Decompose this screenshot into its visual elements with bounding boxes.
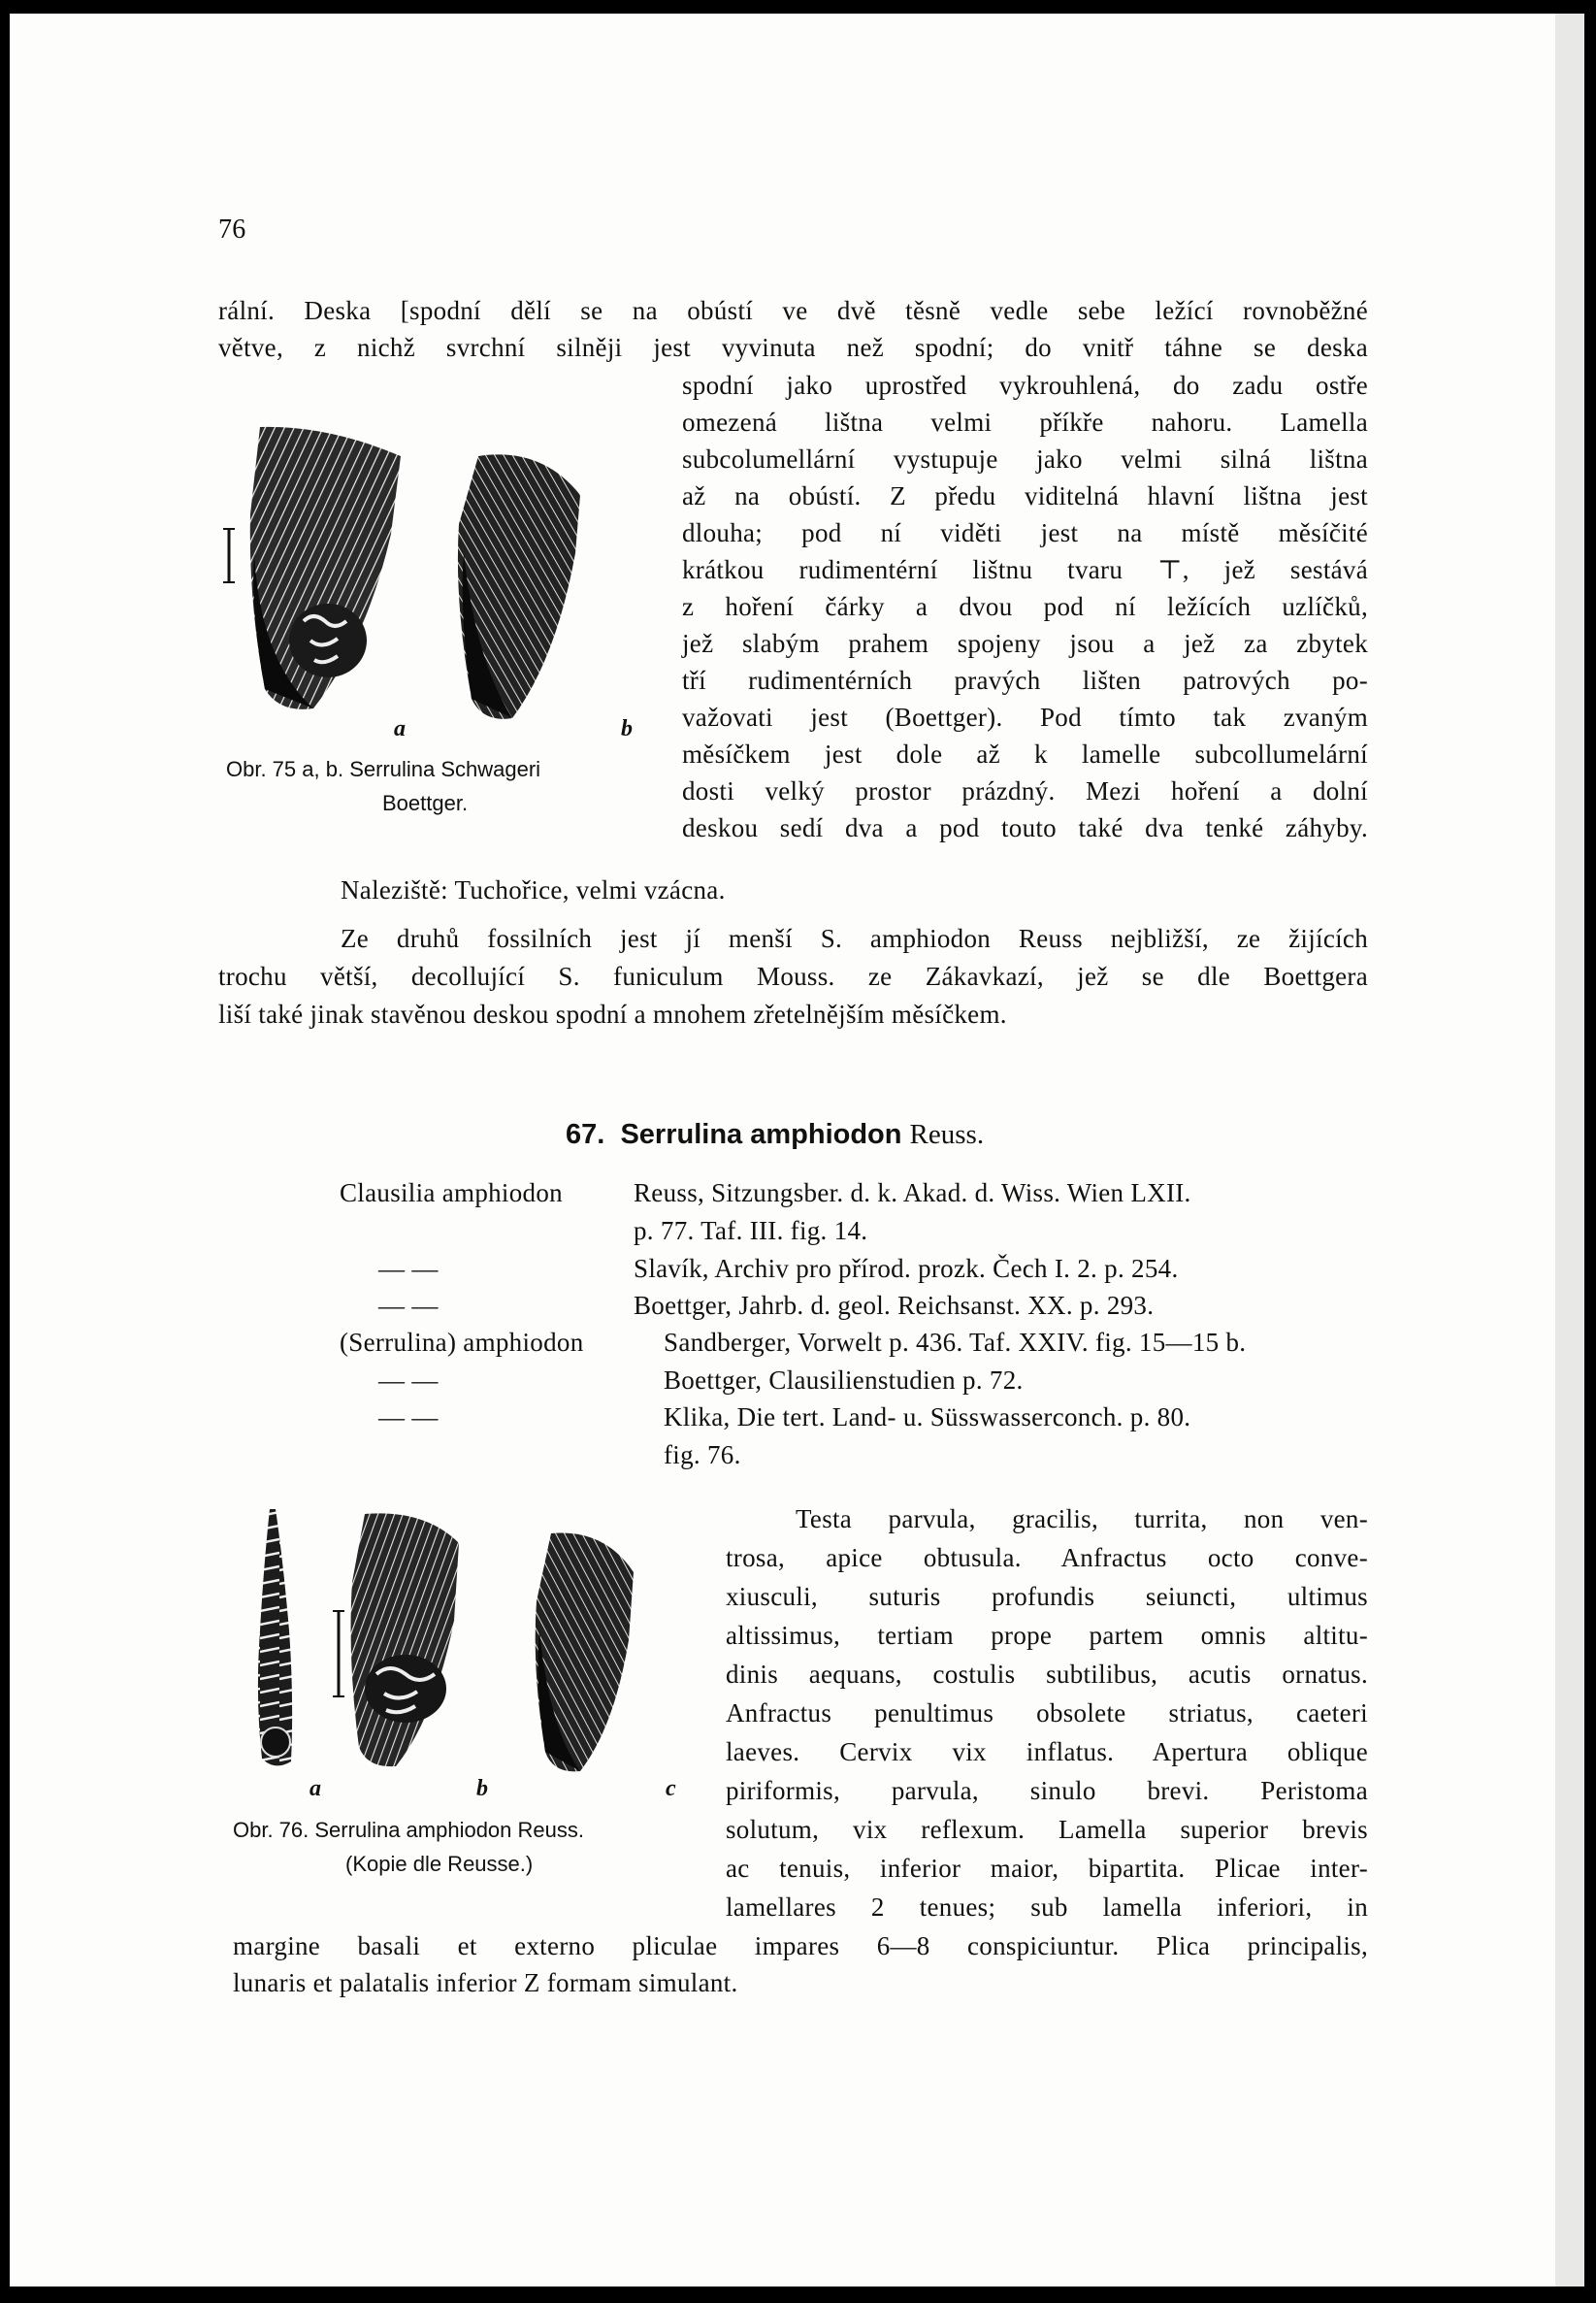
fig76-caption-note: (Kopie dle Reusse.): [345, 1852, 534, 1876]
para1-line: až na obústí. Z předu viditelná hlavní lištna jest: [682, 481, 1368, 510]
synonymy-left: — —: [378, 1402, 439, 1431]
fig75-label-b: b: [621, 716, 633, 741]
synonymy-left: Clausilia amphiodon: [340, 1178, 563, 1207]
shell-illustration-75: [221, 417, 648, 767]
synonymy-left: — —: [378, 1254, 439, 1283]
figure-76: [241, 1504, 697, 1795]
locality: Naleziště: Tuchořice, velmi vzácna.: [341, 875, 726, 905]
para2-line: liší také jinak stavěnou deskou spodní a mnohem zřetelnějším měsíčkem.: [218, 1000, 1007, 1029]
fig76-label-c: c: [666, 1776, 676, 1801]
para1-line: deskou sedí dva a pod touto také dva tenké záhyby.: [682, 813, 1368, 842]
shell-illustration-76: [241, 1504, 697, 1795]
latin-line: Anfractus penultimus obsolete striatus, caeteri: [726, 1698, 1368, 1727]
page-edge: [1555, 14, 1584, 2287]
synonymy-right: p. 77. Taf. III. fig. 14.: [634, 1216, 868, 1245]
latin-line: Testa parvula, gracilis, turrita, non ven-: [796, 1504, 1368, 1533]
para1-line: jež slabým prahem spojeny jsou a jež za zbytek: [682, 629, 1368, 658]
para1-line: z hoření čárky a dvou pod ní ležících uzlíčků,: [682, 592, 1368, 621]
para1-line: spodní jako uprostřed vykrouhlená, do zadu ostře: [682, 371, 1368, 400]
para1-line: krátkou rudimentérní lištnu tvaru ⊤, jež sestává: [682, 555, 1368, 584]
synonymy-left: — —: [378, 1365, 439, 1395]
latin-line: altissimus, tertiam prope partem omnis altitu-: [726, 1621, 1368, 1650]
synonymy-right: Klika, Die tert. Land- u. Süsswasserconch. p. 80.: [664, 1402, 1191, 1431]
latin-line: margine basali et externo pliculae impares 6—8 conspiciuntur. Plica principalis,: [233, 1931, 1368, 1960]
fig75-caption: Obr. 75 a, b. Serrulina Schwageri: [226, 757, 541, 781]
latin-line: lamellares 2 tenues; sub lamella inferiori, in: [726, 1892, 1368, 1922]
latin-line: piriformis, parvula, sinulo brevi. Peristoma: [726, 1776, 1368, 1805]
para2-line: Ze druhů fossilních jest jí menší S. amphiodon Reuss nejbližší, ze žijících: [341, 924, 1368, 953]
latin-line: solutum, vix reflexum. Lamella superior brevis: [726, 1815, 1368, 1844]
section-heading: [566, 1119, 984, 1151]
para1-line: važovati jest (Boettger). Pod tímto tak zvaným: [682, 703, 1368, 732]
para1-line: větve, z nichž svrchní silněji jest vyvinuta než spodní; do vnitř táhne se deska: [218, 333, 1368, 362]
latin-line: dinis aequans, costulis subtilibus, acutis ornatus.: [726, 1660, 1368, 1689]
page-number: 76: [218, 214, 246, 245]
para2-line: trochu větší, decollující S. funiculum Mouss. ze Zákavkazí, jež se dle Boettgera: [218, 962, 1368, 991]
para1-line: subcolumellární vystupuje jako velmi silná lištna: [682, 444, 1368, 474]
synonymy-right: fig. 76.: [664, 1440, 741, 1469]
fig76-label-b: b: [476, 1776, 488, 1801]
latin-line: xiusculi, suturis profundis seiuncti, ultimus: [726, 1582, 1368, 1611]
synonymy-right: Boettger, Jahrb. d. geol. Reichsanst. XX. p. 293.: [634, 1291, 1155, 1320]
section-author: Reuss.: [909, 1119, 985, 1150]
synonymy-right: Sandberger, Vorwelt p. 436. Taf. XXIV. fig. 15—15 b.: [664, 1328, 1247, 1357]
synonymy-right: Reuss, Sitzungsber. d. k. Akad. d. Wiss. Wien LXII.: [634, 1178, 1191, 1207]
section-title: Serrulina amphiodon: [620, 1119, 902, 1150]
synonymy-right: Slavík, Archiv pro přírod. prozk. Čech I. 2. p. 254.: [634, 1254, 1179, 1283]
fig75-label-a: a: [394, 716, 406, 741]
fig76-label-a: a: [309, 1776, 321, 1801]
fig76-caption: Obr. 76. Serrulina amphiodon Reuss.: [233, 1818, 584, 1842]
para1-line: tří rudimentérních pravých lišten patrových po-: [682, 666, 1368, 695]
para1-line: dosti velký prostor prázdný. Mezi hoření a dolní: [682, 776, 1368, 806]
latin-line: ac tenuis, inferior maior, bipartita. Plicae inter-: [726, 1854, 1368, 1883]
para1-line: měsíčkem jest dole až k lamelle subcollumelární: [682, 740, 1368, 769]
para1-line: omezená lištna velmi příkře nahoru. Lamella: [682, 408, 1368, 437]
synonymy-left: (Serrulina) amphiodon: [340, 1328, 584, 1357]
figure-75: [221, 417, 648, 767]
synonymy-left: — —: [378, 1291, 439, 1320]
fig75-caption-author: Boettger.: [382, 791, 469, 815]
para1-line: rální. Deska [spodní dělí se na obústí ve dvě těsně vedle sebe ležící rovnoběžné: [218, 296, 1368, 325]
latin-line: laeves. Cervix vix inflatus. Apertura oblique: [726, 1737, 1368, 1766]
synonymy-right: Boettger, Clausilienstudien p. 72.: [664, 1365, 1024, 1395]
latin-line: trosa, apice obtusula. Anfractus octo conve-: [726, 1543, 1368, 1572]
section-number: 67.: [566, 1119, 605, 1150]
para1-line: dlouha; pod ní viděti jest na místě měsíčité: [682, 518, 1368, 547]
latin-line: lunaris et palatalis inferior Z formam simulant.: [233, 1968, 738, 1997]
